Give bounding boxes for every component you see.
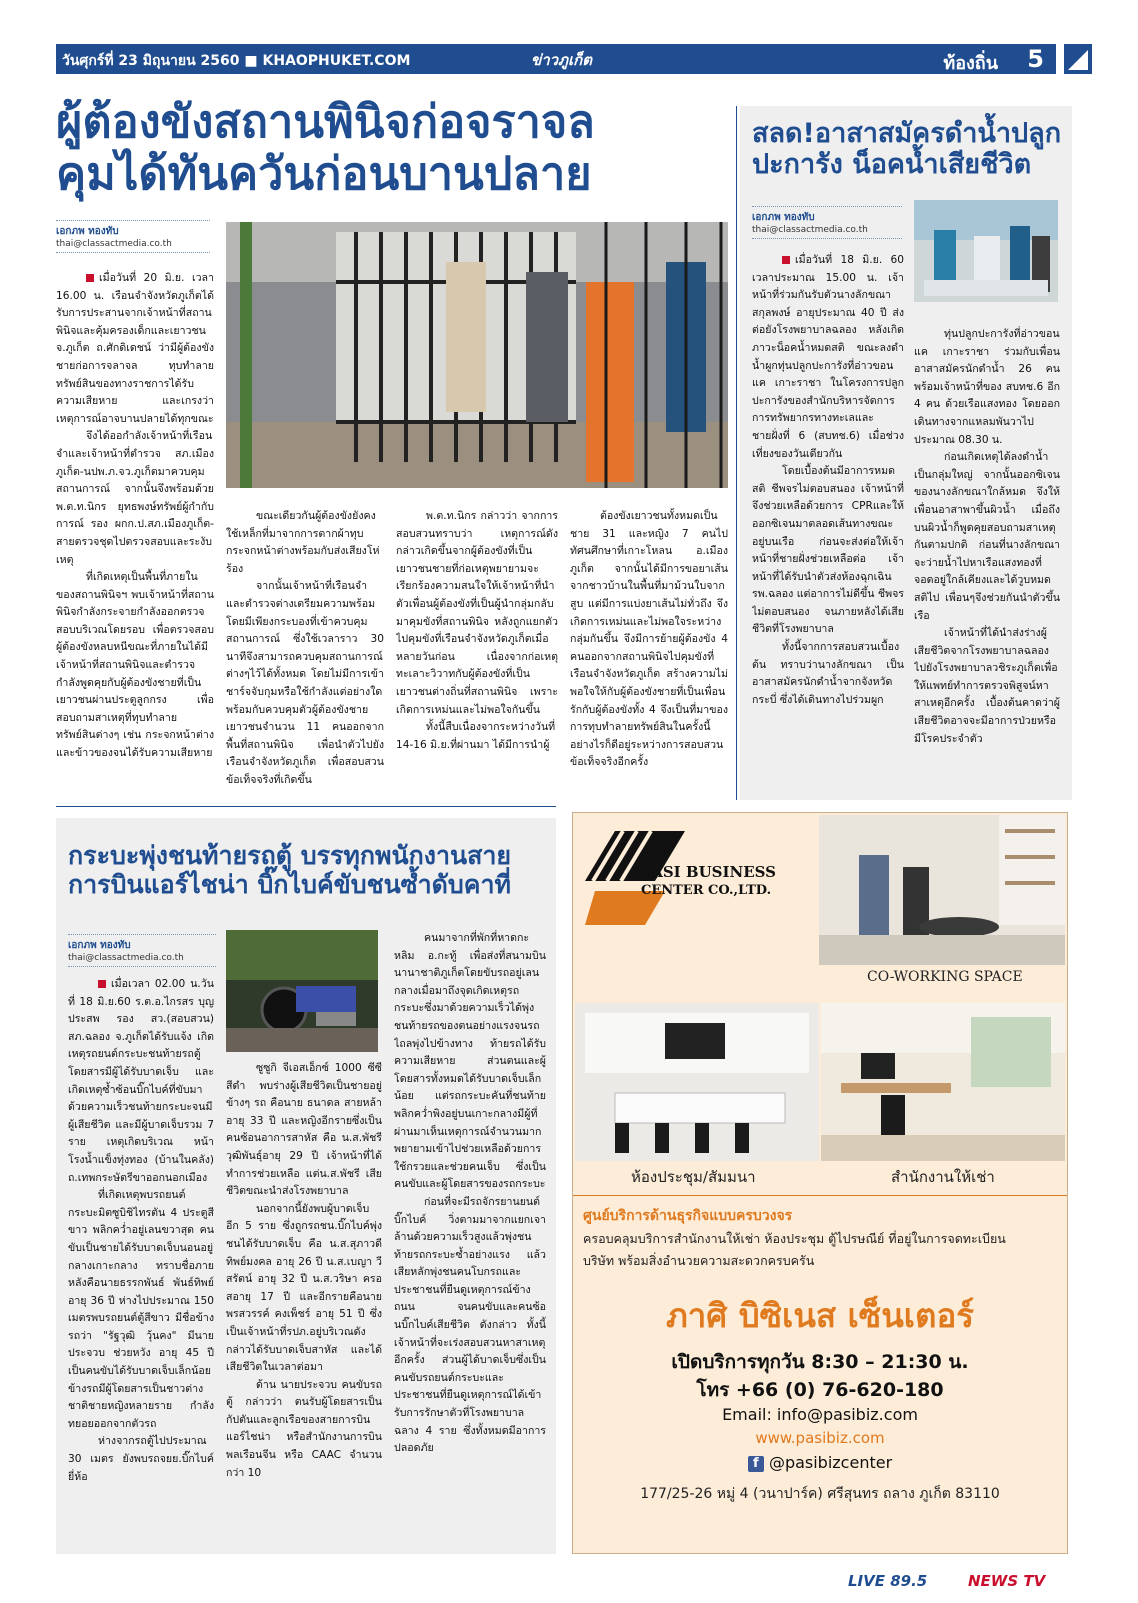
story2-byline-rule: [752, 206, 902, 207]
story3-byline-name: เอกภพ ทองทับ: [68, 940, 131, 951]
story2-col1-p2: โดยเบื้องต้นมีอาการหมดสติ ชีพจรไม่ตอบสนอง เจ้าหน้าที่จึงช่วยเหลือด้วยการ CPRและให้ออกซิเจนมาตลอดเส้นทางขณะอยู่บนเรือ ก่อนจะส่งต่อให้เจ้าหน้าที่ชายฝั่งช่วยเหลือต่อ เจ้าหน้าที่ได้รับนำตัวส่งห้องฉุกเฉินรพ.ฉลอง แต่อาการไม่ดีขึ้น ชีพจรไม่ตอบสนอง จนภายหลังได้เสียชีวิตที่โรงพยาบาล: [752, 465, 904, 636]
story3-col2-p1: ซูซูกิ จีเอสเอ็กซ์ 1000 ซีซี สีดำ พบร่างผู้เสียชีวิตเป็นชายอยู่ข้างๆ รถ คือนาย ธนาดล สายหล้า อายุ 33 ปี และหญิงอีกรายซึ่งเป็นคนซ้อนอาการสาหัส คือ น.ส.พัชรี วุฒิพันธุ์อายุ 29 ปี เจ้าหน้าที่ได้ทำการช่วยเหลือ แต่น.ส.พัชรี เสียชีวิตขณะนำส่งโรงพยาบาล: [226, 1062, 382, 1198]
story2-column-2: [914, 326, 1060, 800]
page-header: [56, 44, 1056, 74]
story3-byline-rule: [68, 934, 216, 935]
story1-column-3: [396, 508, 558, 800]
ad-website: www.pasibiz.com: [755, 1429, 885, 1447]
facebook-icon: f: [748, 1456, 764, 1472]
story3-col1-p1: เมื่อเวลา 02.00 น.วันที่ 18 มิ.ย.60 ร.ต.อ.ไกรสร บุญประสพ รอง สว.(สอบสวน) สภ.ฉลอง จ.ภูเก็ตได้รับแจ้ง เกิดเหตุรถยนต์กระบะชนท้ายรถตู้ โดยสารมีผู้ได้รับบาดเจ็บ และเกิดเหตุซ้ำซ้อนบิ๊กไบค์ที่ขับมาด้วยความเร็วชนท้ายกระบะจนมีผู้เสียชีวิต และมีผู้บาดเจ็บรวม 7 ราย เหตุเกิดบริเวณ หน้าโรงน้ำแข็งทุ่งทอง (บ้านในคลัง) ถ.เทพกระษัตรีขาออกนอกเมือง: [68, 978, 214, 1184]
story3-byline: [68, 938, 228, 963]
ad-address: 177/25-26 หมู่ 4 (วนาปาร์ค) ศรีสุนทร ถลาง ภูเก็ต 83110: [640, 1486, 1000, 1502]
story1-byline-email: thai@classactmedia.co.th: [56, 239, 172, 249]
story1-headline: [56, 96, 736, 200]
story1-headline-line2: คุมได้ทันควันก่อนบานปลาย: [56, 146, 592, 200]
story1-col1-p1: เมื่อวันที่ 20 มิ.ย. เวลา 16.00 น. เรือนจำจังหวัดภูเก็ตได้รับการประสานจากเจ้าหน้าที่สถานพินิจและคุ้มครองเด็กและเยาวชน จ.ภูเก็ต ถ.ศักดิเดชน์ ว่ามีผู้ต้องขังชายก่อการจลาจล ทุบทำลายทรัพย์สินของทางราชการได้รับความเสียหาย และเกรงว่าเหตุการณ์อาจบานปลายได้ทุกขณะ: [56, 272, 214, 425]
story1-column-2: [226, 508, 384, 800]
story1-byline: [56, 224, 216, 249]
story2-headline-line1: สลด!อาสาสมัครดำน้ำปลูก: [752, 118, 1062, 149]
story3-photo-bigbike: [226, 930, 378, 1052]
story2-photo-illustration: [914, 200, 1058, 302]
story1-col2-p1: ขณะเดียวกันผู้ต้องขังยังคงใช้เหล็กที่มาจากการตากผ้าทุบกระจกหน้าต่างพร้อมกับส่งเสียงโห่ร้อง: [226, 510, 380, 575]
ad-photo-office: [821, 1003, 1065, 1161]
story3-column-3: [394, 930, 546, 1548]
caption-coworking: CO-WORKING SPACE: [867, 969, 1023, 985]
story3-headline: [68, 842, 552, 900]
corner-arrow-icon: [1064, 44, 1092, 74]
ad-hours: เปิดบริการทุกวัน 8:30 – 21:30 น.: [671, 1351, 969, 1373]
ad-phone: โทร +66 (0) 76-620-180: [696, 1379, 944, 1401]
ad-desc-line1: ครอบคลุมบริการสำนักงานให้เช่า ห้องประชุม ตู้ไปรษณีย์ ที่อยู่ในการจดทะเบียน: [583, 1231, 1006, 1246]
ad-meeting-illustration: [575, 1003, 819, 1161]
header-page-number: 5: [1027, 45, 1044, 73]
lead-square-icon: [98, 980, 106, 988]
ad-photo-coworking: [819, 815, 1065, 965]
story3-col1-p2: ที่เกิดเหตุพบรถยนต์กระบะมิตซูบิชิไทรตัน 4 ประตูสีขาว พลิกคว่ำอยู่เลนขวาสุด คนขับเป็นชายได้รับบาดเจ็บนอนอยู่กลางเกาะกลาง ทราบชื่อภายหลังคือนายธรรกพันธ์ พันธ์ทิพย์ อายุ 36 ปี ห่างไปประมาณ 150 เมตรพบรถยนต์ตู้สีขาว มีชื่อข้างรถว่า "รัฐวุฒิ วุ้นคง" มีนายประจวบ ช่วยหวัง อายุ 45 ปี เป็นคนขับได้รับบาดเจ็บเล็กน้อย ข้างรถมีผู้โดยสารเป็นชาวต่างชาติชายหญิงหลายราย กำลังทยอยออกจากตัวรถ: [68, 1189, 214, 1430]
story2-divider: [736, 106, 737, 800]
story1-photo-illustration: [226, 222, 728, 488]
story1-byline-name: เอกภพ ทองทับ: [56, 226, 119, 237]
ad-facebook-handle: @pasibizcenter: [768, 1453, 893, 1472]
story3-byline-email: thai@classactmedia.co.th: [68, 953, 184, 963]
story3-col3-p1: คนมาจากที่พักที่หาดกะหลิม อ.กะทู้ เพื่อส่งที่สนามบินนานาชาติภูเก็ตโดยขับรถอยู่เลนกลางเมื่อมาถึงจุดเกิดเหตุรถกระบะซึ่งมาด้วยความเร็วได้พุ่งชนท้ายรถของตนอย่างแรงจนรถไถลพุ่งไปข้างทาง ท้ายรถได้รับความเสียหาย ส่วนตนและผู้โดยสารทั้งหมดได้รับบาดเจ็บเล็กน้อย แต่รถกระบะคันที่ชนท้ายพลิกคว่ำพิงอยู่บนเกาะกลางมีผู้ที่ผ่านมาเห็นเหตุการณ์จำนวนมากพยายามเข้าไปช่วยเหลือด้วยการใช้กรวยและช่วยคนเจ็บ ซึ่งเป็นคนขับและผู้โดยสารของรถกระบะ: [394, 932, 546, 1191]
ad-photo-meeting-room: [575, 1003, 819, 1161]
story2-photo-rescue: [914, 200, 1058, 302]
story2-headline: [752, 118, 1068, 180]
caption-office-rental: สำนักงานให้เช่า: [891, 1168, 995, 1186]
story2-col1-p1: เมื่อวันที่ 18 มิ.ย. 60 เวลาประมาณ 15.00 น. เจ้าหน้าที่ร่วมกันรับตัวนางลักขณา สกุลพงษ์ อายุประมาณ 40 ปี ส่งต่อยังโรงพยาบาลฉลอง หลังเกิดภาวะน็อคน้ำหมดสติ ขณะลงดำน้ำผูกทุ่นปลูกปะการังที่อ่าวขอนแค เกาะราชา ในโครงการปลูกปะการังของสำนักบริหารจัดการการทรัพยากรทางทะเลและชายฝั่งที่ 6 (สบทช.6) เมื่อช่วงเที่ยงของวันเดียวกัน: [752, 254, 904, 460]
story2-byline-rule-bottom: [752, 238, 902, 239]
ad-desc-line2: บริษัท พร้อมสิ่งอำนวยความสะดวกครบครัน: [583, 1253, 815, 1268]
story2-col2-p1: ทุ่นปลูกปะการังที่อ่าวขอนแค เกาะราชา ร่วมกับเพื่อนอาสาสมัครนักดำน้ำ 26 คน พร้อมเจ้าหน้าที่ของ สบทช.6 อีก 4 คน ด้วยเรือแสงทอง โดยออกเดินทางจากแหลมพันวาไป ประมาณ 08.30 น.: [914, 328, 1060, 446]
pasi-logo: [585, 821, 815, 931]
corner-tab: [1064, 44, 1092, 74]
story1-col3-p1: พ.ต.ท.นิกร กล่าวว่า จากการสอบสวนทราบว่า เหตุการณ์ดังกล่าวเกิดขึ้นจากผู้ต้องขังที่เป็นเยาวชนชายที่ก่อเหตุพยายามจะเรียกร้องความสนใจให้เจ้าหน้าที่นำตัวเพื่อนผู้ต้องขังที่เป็นผู้นำกลุ่มกลับมาคุมขังที่สถานพินิจ หลังถูกแยกตัวไปคุมขังที่เรือนจำจังหวัดภูเก็ตเมื่อหลายวันก่อน เนื่องจากก่อเหตุทะเลาะวิวาทกับผู้ต้องขังที่เป็นเยาวชนต่างถิ่นที่สถานพินิจ เพราะเกิดการเหม่นและไม่พอใจกันขึ้น: [396, 510, 558, 716]
story2-col1-p3: ทั้งนี้จากการสอบสวนเบื้องต้น ทราบว่านางลักขณา เป็นอาสาสมัครนักดำน้ำจากจังหวัดกระบี่ ซึ่งได้เดินทางไปร่วมผูก: [752, 641, 904, 706]
section-divider: [56, 806, 556, 807]
story1-headline-line1: ผู้ต้องขังสถานพินิจก่อจราจล: [56, 95, 595, 148]
story1-column-4: [570, 508, 728, 800]
story2-col2-p3: เจ้าหน้าที่ได้นำส่งร่างผู้เสียชีวิตจากโรงพยาบาลฉลอง ไปยังโรงพยาบาลวชิระภูเก็ตเพื่อให้แพทย์ทำการตรวจพิสูจน์หาสาเหตุอีกครั้ง เบื้องต้นคาดว่าผู้เสียชีวิตอาจจะมีอาการป่วยหรือมีโรคประจำตัว: [914, 627, 1060, 745]
caption-meeting-room: ห้องประชุม/สัมมนา: [631, 1168, 756, 1186]
story2-byline-email: thai@classactmedia.co.th: [752, 225, 868, 235]
story3-byline-rule-bottom: [68, 966, 216, 967]
story1-col1-p2: จึงได้ออกำลังเจ้าหน้าที่เรือนจำและเจ้าหน้าที่ตำรวจ สภ.เมืองภูเก็ต-นปพ.ภ.จว.ภูเก็ตมาควบคุมสถานการณ์ จากนั้นจึงพร้อมด้วย พ.ต.ท.นิกร ยุทธพงษ์ทรัพย์ผู้กำกับการณ์ รอง ผกก.ป.สภ.เมืองภูเก็ต-สายตรวจชุดไปตรวจสอบและระงับเหตุ: [56, 430, 214, 566]
story1-photo-juvenile-detention: [226, 222, 728, 488]
story2-byline-name: เอกภพ ทองทับ: [752, 212, 815, 223]
ad-facebook: [573, 1453, 1067, 1472]
ad-divider: [573, 1195, 1067, 1196]
story3-col2-p2: นอกจากนี้ยังพบผู้บาดเจ็บ อีก 5 ราย ซึ่งถูกรถชน.บิ๊กไบค์พุ่งชนได้รับบาดเจ็บ คือ น.ส.สุภาวดี ทิพย์มงคล อายุ 26 ปี น.ส.เบญา วีสรัตน์ อายุ 32 ปี น.ส.วริษา ครอสอายุ 17 ปี และอีกรายคือนายพรสวรรค์ คงเพ็ชร์ อายุ 51 ปี ซึ่งเป็นเจ้าหน้าที่รปภ.อยู่บริเวณดังกล่าวได้รับบาดเจ็บสาหัส และได้เสียชีวิตในเวลาต่อมา: [226, 1202, 382, 1374]
news-tv-logo: NEWS TV: [968, 1572, 1046, 1590]
story3-headline-line2: การบินแอร์ไชน่า บิ๊กไบค์ขับชนซ้ำดับคาที่: [68, 869, 512, 899]
header-logo: ข่าวภูเก็ต: [531, 51, 592, 69]
story1-col1-p3: ที่เกิดเหตุเป็นพื้นที่ภายในของสถานพินิจฯ พบเจ้าหน้าที่สถานพินิจกำลังกระจายกำลังออกตรวจสอบบริเวณโดยรอบ เพื่อตรวจสอบผู้ต้องขังหลบหนีขณะที่ภายในได้มีเจ้าหน้าที่สถานพินิจและตำรวจกำลังพูดคุยกับผู้ต้องขังชายที่เป็นเยาวชนผ่านประตูลูกกรง เพื่อสอบถามสาเหตุที่ทุบทำลายทรัพย์สินต่างๆ เช่น กระจกหน้าต่าง และข้าวของจนได้รับความเสียหาย: [56, 571, 214, 760]
story1-byline-rule-bottom: [56, 252, 210, 253]
story1-col4-p1: ต้องขังเยาวชนทั้งหมดเป็นชาย 31 และหญิง 7 คนไปทัศนศึกษาที่เกาะโหลน อ.เมือง ภูเก็ต จากนั้นได้มีการขอยาเส้นจากชาวบ้านในพื้นที่มาม้วนใบจากสูบ แต่มีการแบ่งยาเส้นไม่ทั่วถึง จึงเกิดการเหม่นและไม่พอใจระหว่างกลุ่มกันขึ้น จึงมีการย้ายผู้ต้องขัง 4 คนออกจากสถานพินิจไปคุมขังที่เรือนจำจังหวัดภูเก็ต สร้างความไม่พอใจให้กับผู้ต้องขังชายที่เป็นเพื่อนรักกับผู้ต้องขังทั้ง 4 จึงเป็นที่มาของการทุบทำลายทรัพย์สินในครั้งนี้ อย่างไรก็ดีอยู่ระหว่างการสอบสวนข้อเท็จจริงอีกครั้ง: [570, 510, 728, 769]
live-radio-logo: LIVE 89.5: [848, 1572, 928, 1590]
ad-brand-name: ภาศิ บิซิเนส เซ็นเตอร์: [665, 1296, 975, 1335]
story3-column-1: [68, 976, 214, 1548]
story1-col2-p2: จากนั้นเจ้าหน้าที่เรือนจำและตำรวจต่างเตรียมความพร้อมโดยมีเพียงกระบองที่เข้าควบคุมสถานการณ์ ซึ่งใช้เวลาราว 30 นาทีจึงสามารถควบคุมสถานการณ์ต่างๆไว้ได้ทั้งหมด โดยไม่มีการเข้าชาร์จจับกุมหรือใช้กำลังแต่อย่างใด พร้อมกับควบคุมตัวผู้ต้องขังชายเยาวชนจำนวน 11 คนออกจากพื้นที่สถานพินิจ เพื่อนำตัวไปยังเรือนจำจังหวัดภูเก็ต เพื่อสอบสวนข้อเท็จจริงที่เกิดขึ้น: [226, 580, 384, 786]
story3-headline-line1: กระบะพุ่งชนท้ายรถตู้ บรรทุกพนักงานสาย: [68, 841, 512, 870]
header-section: ท้องถิ่น: [943, 53, 998, 74]
pasi-logo-line1: PASI BUSINESS: [641, 863, 776, 881]
story3-col2-p3: ด้าน นายประจวบ คนขับรถตู้ กล่าวว่า ตนรับผู้โดยสารเป็นกัปตันและลูกเรือของสายการบินแอร์ไชน่า หรือสำนักงานการบินพลเรือนจีน หรือ CAAC จำนวนกว่า 10: [226, 1378, 382, 1479]
story3-photo-illustration: [226, 930, 378, 1052]
pasi-logo-line2: CENTER CO.,LTD.: [641, 883, 772, 898]
header-date-site: วันศุกร์ที่ 23 มิถุนายน 2560 ■ KHAOPHUKET.COM: [62, 53, 411, 69]
pasi-advertisement: [572, 812, 1068, 1554]
story1-column-1: [56, 270, 214, 800]
story2-byline: [752, 210, 912, 235]
story3-col3-p2: ก่อนที่จะมีรถจักรยานยนต์บิ๊กไบค์ วิ่งตามมาจากแยกเจาล้านด้วยความเร็วสูงแล้วพุ่งชนท้ายรถกระบะซ้ำอย่างแรง แล้วเสียหลักพุ่งชนคนโบกรถและประชาชนที่ยืนดูเหตุการณ์ข้างถนน จนคนขับและคนซ้อนบิ๊กไบค์เสียชีวิต ดังกล่าว ทั้งนี้เจ้าหน้าที่จะเร่งสอบสวนหาสาเหตุอีกครั้ง ส่วนผู้ได้บาดเจ็บซึ่งเป็นคนขับรถยนต์กระบะและประชาชนที่ยืนดูเหตุการณ์ได้เข้ารับการรักษาตัวที่โรงพยาบาลฉลาง 4 ราย ซึ่งทั้งหมดมีอาการปลอดภัย: [394, 1195, 546, 1455]
lead-square-icon: [86, 274, 94, 282]
story1-byline-rule: [56, 220, 210, 221]
ad-office-illustration: [821, 1003, 1065, 1161]
story3-column-2: [226, 1060, 382, 1548]
story2-col2-p2: ก่อนเกิดเหตุได้ลงดำน้ำเป็นกลุ่มใหญ่ จากนั้นออกซิเจนของนางลักขณาใกล้หมด จึงให้เพื่อนอาสาพาขึ้นผิวน้ำ เมื่อถึงบนผิวน้ำก็พูดคุยสอบถามสาเหตุกันตามปกติ ก่อนที่นางลักขณา จะว่ายน้ำไปหาเรือแสงทองที่จอดอยู่ใกล้เคียงและได้วูบหมดสติไป เพื่อนๆจึงช่วยกันนำตัวขึ้นเรือ: [914, 451, 1060, 622]
ad-tagline: ศูนย์บริการด้านธุรกิจแบบครบวงจร: [583, 1208, 793, 1224]
lead-square-icon: [782, 256, 790, 264]
ad-coworking-illustration: [819, 815, 1065, 965]
story3-col1-p3: ห่างจากรถตู้ไปประมาณ 30 เมตร ยังพบรถจยย.บิ๊กไบค์ยี่ห้อ: [68, 1435, 214, 1483]
story2-column-1: [752, 252, 904, 800]
story2-headline-line2: ปะการัง น็อคน้ำเสียชีวิต: [752, 149, 1032, 181]
ad-email: Email: info@pasibiz.com: [722, 1405, 918, 1424]
story1-col3-p2: ทั้งนี้สืบเนื่องจากระหว่างวันที่ 14-16 มิ.ย.ที่ผ่านมา ได้มีการนำผู้: [396, 721, 556, 751]
